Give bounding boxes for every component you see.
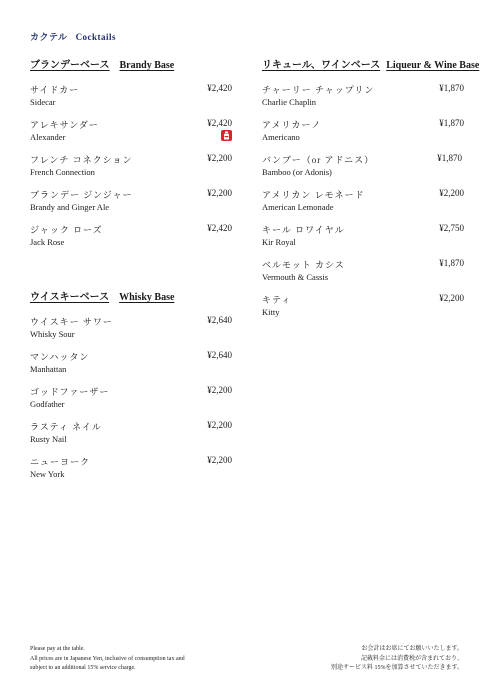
menu-item (30, 188, 232, 223)
menu-item (30, 420, 232, 455)
section-brandy (30, 56, 232, 258)
item-name-jp: サイドカー (30, 85, 80, 95)
section-title-en: Liqueur & Wine Base (386, 60, 480, 71)
menu-item (262, 223, 464, 258)
menu-item (30, 385, 232, 420)
header-jp: カクテル (30, 32, 68, 42)
item-name-jp: チャーリー チャップリン (262, 85, 375, 95)
page-header (30, 30, 116, 43)
footer-line: All prices are in Japanese Yen, inclusive of consumption tax and (30, 655, 185, 662)
item-name-jp: ブランデー ジンジャー (30, 190, 133, 200)
item-name-jp: ベルモット カシス (262, 260, 345, 270)
footer-note-jp (263, 645, 463, 674)
item-name-jp: ジャック ローズ (30, 225, 103, 235)
item-price: ¥2,750 (439, 223, 464, 233)
right-column (262, 56, 480, 358)
menu-item (262, 293, 464, 328)
item-name-jp: フレンチ コネクション (30, 155, 133, 165)
section-title-brandy (30, 56, 232, 71)
menu-item (30, 153, 232, 188)
section-title-en: Brandy Base (119, 60, 175, 71)
menu-item (262, 188, 464, 223)
menu-item (30, 350, 232, 385)
item-name-jp: アレキサンダー (30, 120, 99, 130)
header-en: Cocktails (75, 32, 117, 42)
item-price: ¥1,870 (439, 118, 464, 128)
item-price: ¥2,420 (207, 118, 232, 128)
footer-line: 記載料金には消費税が含まれており、 (360, 655, 463, 662)
item-name-jp: アメリカーノ (262, 120, 322, 130)
item-price: ¥2,420 (207, 223, 232, 233)
item-name-en: Manhattan (30, 364, 67, 374)
item-price: ¥1,870 (439, 258, 464, 268)
item-price: ¥2,200 (207, 188, 232, 198)
item-name-en: American Lemonade (262, 202, 334, 212)
item-price: ¥2,200 (207, 385, 232, 395)
item-name-jp: アメリカン レモネード (262, 190, 365, 200)
item-price: ¥2,640 (207, 350, 232, 360)
section-title-jp: リキュール、ワインベース (262, 60, 381, 71)
item-name-en: Bamboo (or Adonis) (262, 167, 332, 177)
item-name-en: Godfather (30, 399, 65, 409)
item-price: ¥2,200 (439, 188, 464, 198)
item-name-en: Kitty (262, 307, 280, 317)
item-name-jp: バンブー（or アドニス） (262, 155, 375, 165)
menu-item (262, 258, 464, 293)
item-name-en: New York (30, 469, 65, 479)
section-whisky (30, 288, 232, 490)
item-name-en: Charlie Chaplin (262, 97, 317, 107)
section-title-jp: ブランデーベース (30, 60, 110, 71)
footer-note-en (30, 645, 230, 674)
menu-item (262, 83, 464, 118)
menu-item (30, 223, 232, 258)
left-column (30, 56, 232, 520)
section-title-liqueur-wine (262, 56, 480, 71)
item-name-en: Kir Royal (262, 237, 296, 247)
item-price: ¥2,200 (207, 153, 232, 163)
item-name-en: Jack Rose (30, 237, 65, 247)
item-name-en: Americano (262, 132, 300, 142)
item-name-en: Rusty Nail (30, 434, 67, 444)
item-name-jp: ラスティ ネイル (30, 422, 102, 432)
menu-item (262, 118, 464, 153)
item-price: ¥2,200 (207, 420, 232, 430)
section-title-en: Whisky Base (119, 292, 175, 303)
item-name-en: Vermouth & Cassis (262, 272, 329, 282)
footer-line: お会計はお席にてお願いいたします。 (361, 646, 463, 652)
item-price: ¥2,200 (207, 455, 232, 465)
item-name-jp: キール ロワイヤル (262, 225, 345, 235)
menu-item (262, 153, 464, 188)
footer-line: 別途サービス料 15%を加算させていただきます。 (330, 665, 463, 671)
section-title-whisky (30, 288, 232, 303)
menu-item (30, 315, 232, 350)
item-name-en: French Connection (30, 167, 95, 177)
item-price: ¥2,420 (207, 83, 232, 93)
footer-line: subject to an additional 15% service charge. (30, 665, 136, 671)
item-name-jp: ニューヨーク (30, 457, 91, 467)
item-price: ¥1,870 (437, 153, 462, 163)
item-price: ¥2,200 (439, 293, 464, 303)
menu-item (30, 83, 232, 118)
item-name-en: Alexander (30, 132, 66, 142)
menu-item (30, 455, 232, 490)
item-name-jp: ゴッドファーザー (30, 387, 110, 397)
menu-item (30, 118, 232, 153)
section-liqueur-wine (262, 56, 480, 328)
section-title-jp: ウイスキーベース (30, 292, 110, 303)
item-name-jp: ウイスキー サワー (30, 317, 113, 327)
item-name-en: Whisky Sour (30, 329, 75, 339)
item-name-jp: キティ (262, 295, 292, 305)
item-name-en: Sidecar (30, 97, 56, 107)
footer-line: Please pay at the table. (30, 646, 85, 652)
item-name-jp: マンハッタン (30, 352, 90, 362)
item-price: ¥2,640 (207, 315, 232, 325)
item-name-en: Brandy and Ginger Ale (30, 202, 110, 212)
milk-bottle-icon (221, 130, 232, 141)
item-price: ¥1,870 (439, 83, 464, 93)
